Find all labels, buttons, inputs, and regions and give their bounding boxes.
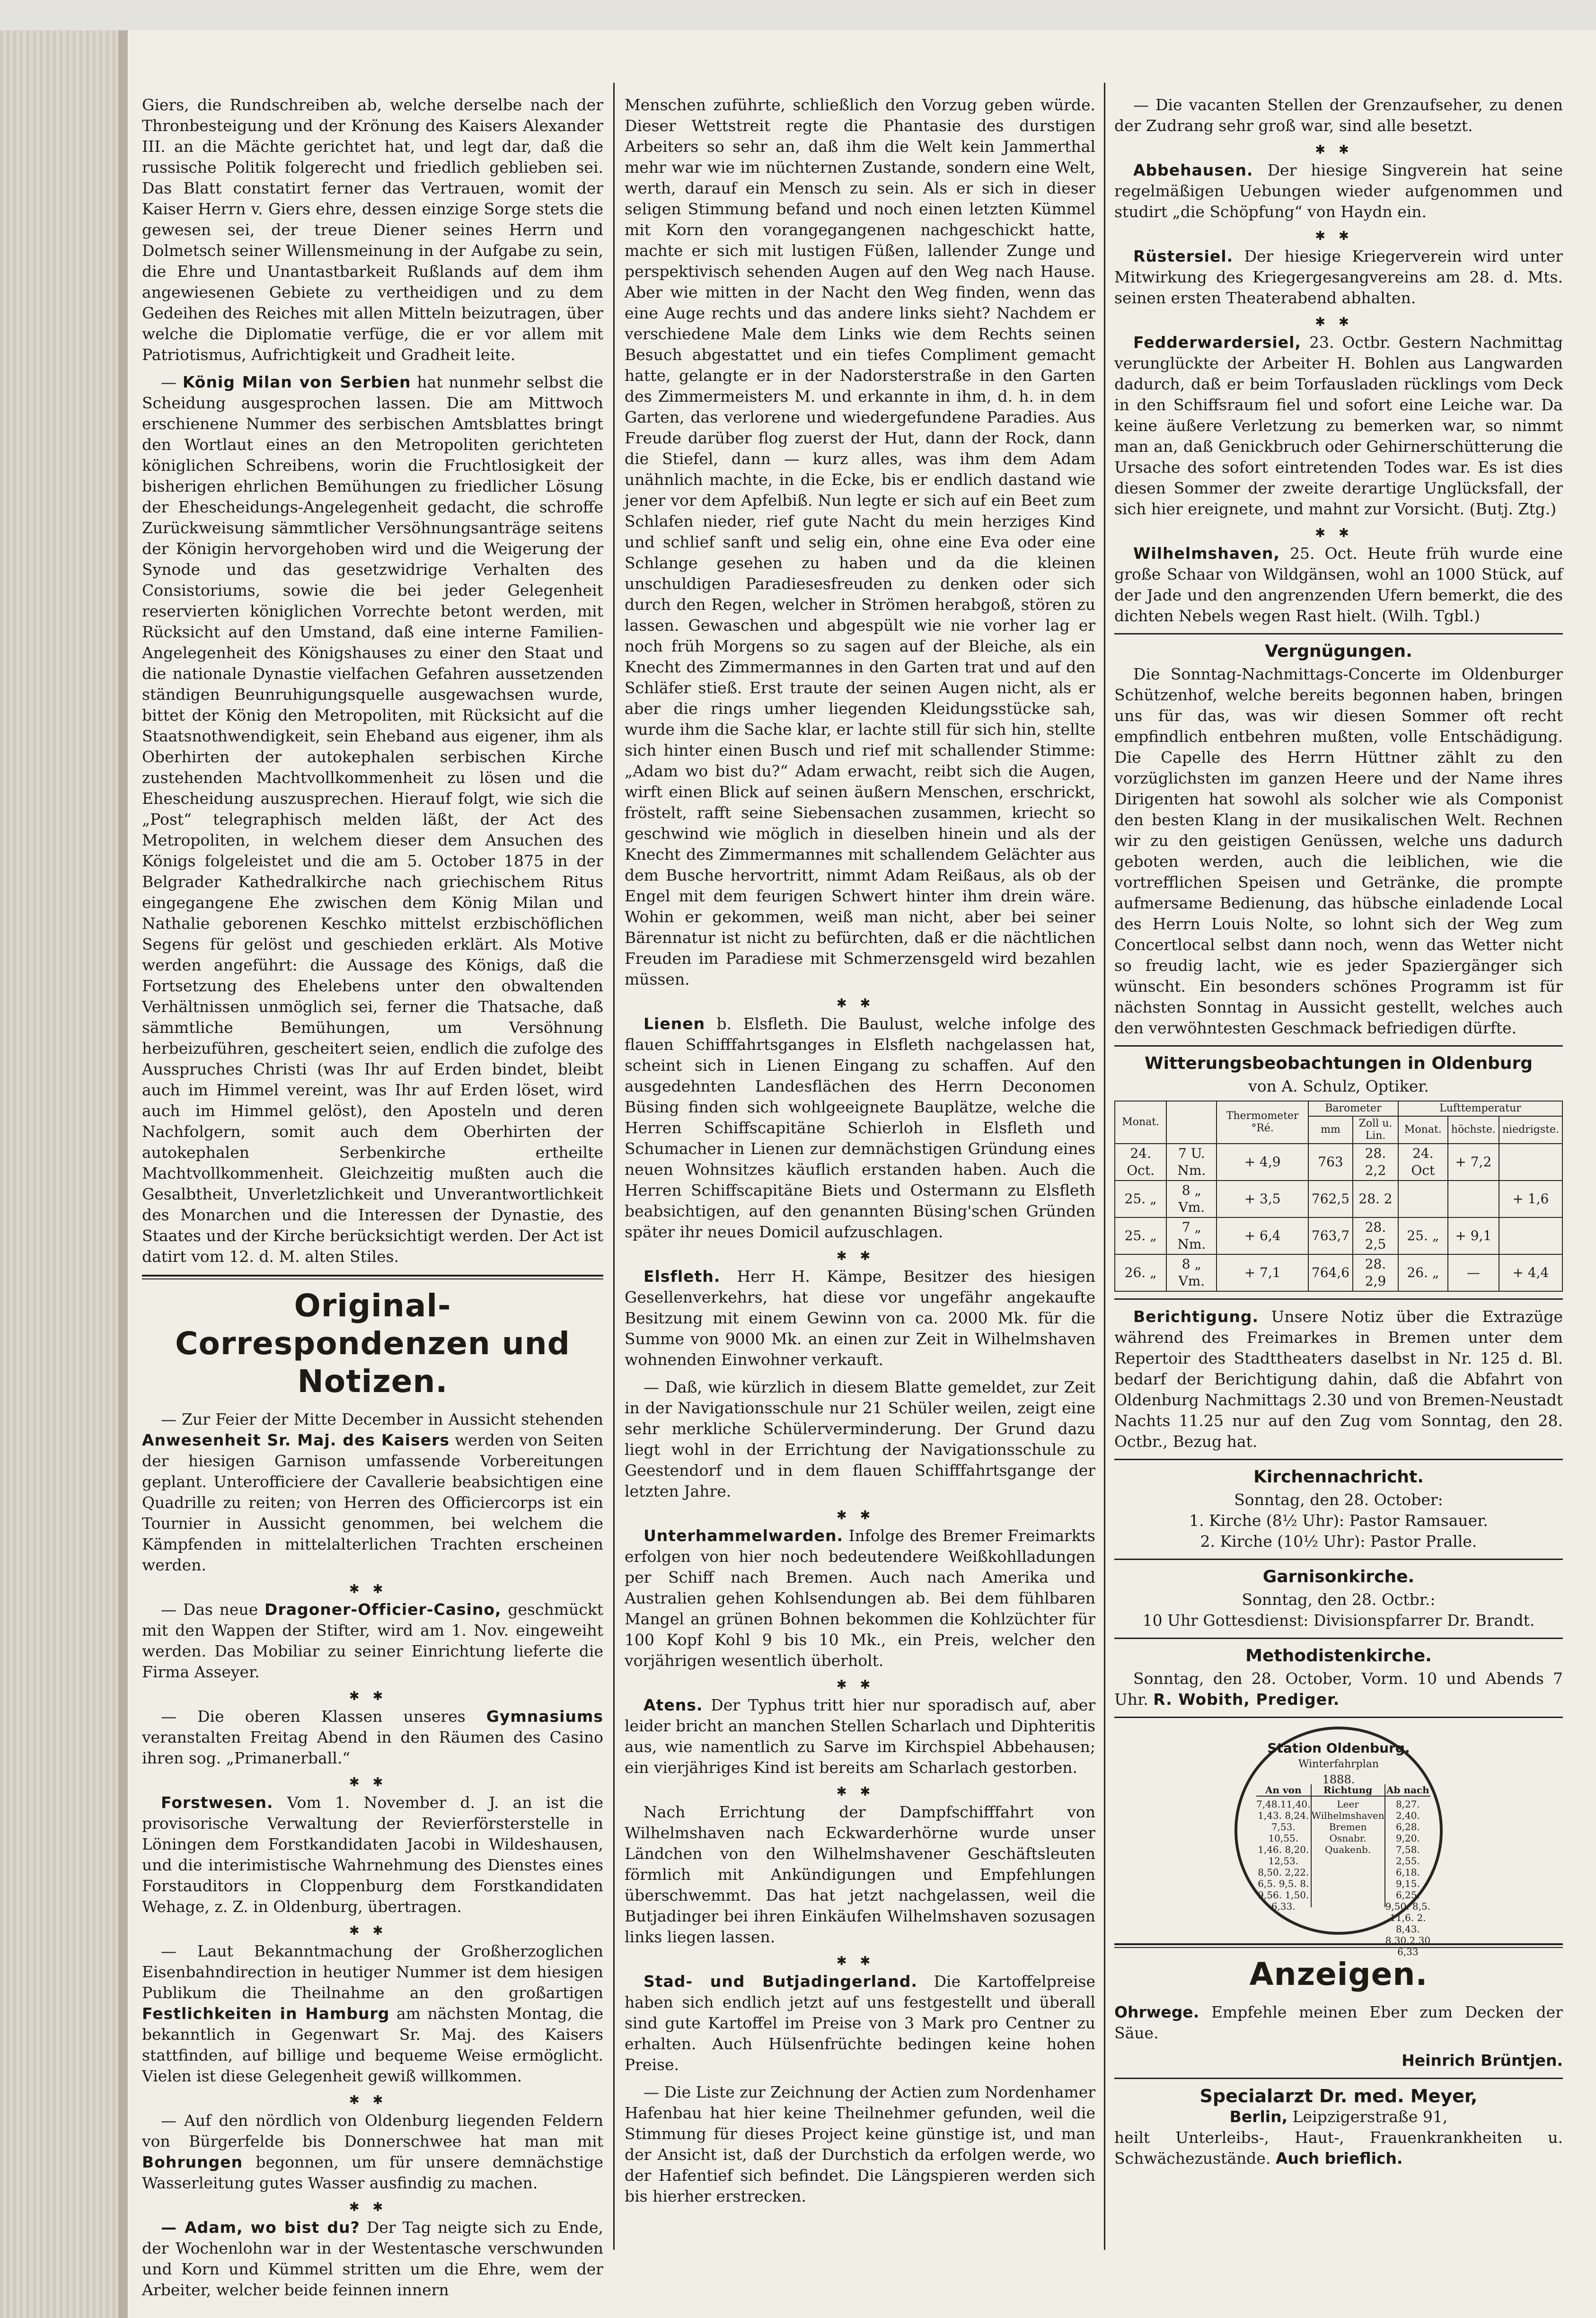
- article-gym-text-b: veranstalten Freitag Abend in den Räumen des Casino ihren sog. „Primanerball.“: [142, 1728, 603, 1767]
- table-cell: + 1,6: [1499, 1181, 1562, 1217]
- article-unterhammelwarden: [625, 1525, 1095, 1671]
- ad-ohrwege-place: Ohrwege.: [1114, 2003, 1199, 2021]
- table-cell: + 9,1: [1448, 1217, 1499, 1254]
- article-abbe-text: Der hiesige Singverein hat seine regelmäßigen Uebungen wieder aufgenommen und studirt „die Schöpfung“ von Haydn ein.: [1114, 161, 1563, 221]
- article-casino-heading: Dragoner-Officier-Casino,: [265, 1600, 502, 1619]
- table-cell: 8 „ Vm.: [1166, 1254, 1217, 1291]
- berichtigung-heading: Berichtigung.: [1133, 1307, 1259, 1326]
- table-row: [1115, 1254, 1562, 1291]
- weather-heading: Witterungsbeobachtungen in Oldenburg: [1144, 1054, 1533, 1073]
- article-atens-text: Der Typhus tritt hier nur sporadisch auf, aber leider bricht an manchen Stellen Scharlach und Diphteritis aus, wie namentlich zu Sarve im Kirchspiel Abbehausen; ein vierjähriges Kind ist bereits am Scharlach gestorben.: [625, 1696, 1095, 1777]
- separator-stars: ✱✱: [349, 2093, 397, 2107]
- garnison-date: Sonntag, den 28. Octbr.:: [1242, 1590, 1436, 1609]
- article-lienen-text: b. Elsfleth. Die Baulust, welche infolge des flauen Schifffahrtsganges in Elsfleth nachgelassen hat, scheint sich in Lienen Eingang zu schaffen. Auf den ausgedehnten Landesflächen des Herrn Deconomen Büsing finden sich wohlgeeignete Bauplätze, welche die Herren Schiffscapitäne Schierloh in Elsfleth und Schumacher in Lienen zur demnächstigen Gründung eines neuen Wohnsitzes käuflich erstanden haben. Auch die Herren Schiffscapitäne Biets und Ostermann zu Elsfleth beabsichtigen, auf den genannten Büsing'schen Gründen später ihr neues Domicil aufzuschlagen.: [625, 1014, 1095, 1241]
- ad-arzt-note: Auch brieflich.: [1275, 2149, 1403, 2168]
- article-bohr-text-b: begonnen, um für unsere demnächstige Wasserleitung gutes Wasser ausfindig zu machen.: [142, 2153, 603, 2192]
- wx-col-min: niedrigste.: [1499, 1116, 1562, 1144]
- column-3: [1114, 95, 1563, 2176]
- article-ruestersiel: [1114, 246, 1563, 308]
- divider: [1114, 1559, 1563, 1560]
- table-cell: [1448, 1181, 1499, 1217]
- ad-ohrwege: [1114, 2002, 1563, 2044]
- station-depart-times: 8,27. 2,40. 6,28. 9,20. 7,58. 2,55. 6,18. 9,15. 6,25. 9,50. 8,5. 11,6. 2. 8,43. 8,30.2,30 6,33: [1385, 1798, 1431, 1957]
- weather-table: [1114, 1101, 1563, 1292]
- divider: [1114, 1298, 1563, 1300]
- station-directions: Leer Wilhelmshaven Bremen Osnabr. Quakenb.: [1311, 1798, 1384, 1855]
- column-1: [142, 95, 603, 2307]
- separator-stars: ✱✱: [836, 1785, 884, 1799]
- column-rule-2: [1104, 83, 1105, 2250]
- article-atens-heading: Atens.: [644, 1696, 703, 1714]
- article-bahn-text-a: — Laut Bekanntmachung der Großherzoglichen Eisenbahndirection in heutiger Nummer ist dem hiesigen Publikum die Theilnahme an den großartigen: [142, 1942, 603, 2002]
- station-clock: [1234, 1727, 1443, 1957]
- table-row: [1115, 1144, 1562, 1181]
- article-stad-text: Die Kartoffelpreise haben sich endlich jetzt auf uns festgestellt und überall sind gute Kartoffel im Preise von 3 Mark pro Centner zu erhalten. Auch Hülsenfrüchte bedingen keine hohen Preise.: [625, 1972, 1095, 2074]
- article-kaiser-heading: Anwesenheit Sr. Maj. des Kaisers: [142, 1431, 450, 1449]
- separator-stars: ✱✱: [349, 2200, 397, 2214]
- station-timetable: [1114, 1727, 1563, 1957]
- separator-stars: ✱✱: [836, 1678, 884, 1692]
- table-cell: 7 U. Nm.: [1166, 1144, 1217, 1181]
- methodisten-time: Sonntag, den 28. October, Vorm. 10 und Abends 7 Uhr.: [1114, 1669, 1563, 1709]
- station-col-depart: [1384, 1784, 1431, 1957]
- article-milan-heading: König Milan von Serbien: [182, 373, 411, 391]
- garnison-text: 10 Uhr Gottesdienst: Divisionspfarrer Dr. Brandt.: [1142, 1611, 1535, 1630]
- station-col-header: Richtung: [1312, 1784, 1384, 1797]
- article-elsfleth-2: — Daß, wie kürzlich in diesem Blatte gemeldet, zur Zeit in der Navigationsschule nur 21 Schüler weilen, zeigt eine sehr merkliche Schülerverminderung. Der Grund dazu liegt wohl in der Errichtung der Navigationsschule zu Geestendorf und in dem flauen Schifffahrtsgange der letzten Jahre.: [625, 1378, 1095, 1500]
- station-subtitle: Winterfahrplan: [1298, 1758, 1379, 1770]
- article-bahn: [142, 1941, 603, 2087]
- column-rule-1: [613, 83, 615, 2250]
- article-stad: [625, 1971, 1095, 2075]
- separator-stars: ✱✱: [1315, 526, 1362, 540]
- article-lienen-heading: Lienen: [644, 1014, 705, 1033]
- divider: [1114, 1717, 1563, 1718]
- divider: [1114, 1459, 1563, 1460]
- article-bohr-heading: Bohrungen: [142, 2153, 243, 2171]
- article-stad-2: — Die Liste zur Zeichnung der Actien zum Nordenhamer Hafenbau hat hier keine Theilnehmer gefunden, weil die Stimmung für dieses Project keine günstige ist, und man der Ansicht ist, daß der Durchstich da erfolgen werde, wo der Hafentief sich befindet. Die Längspieren werden sich bis hierher erstrecken.: [625, 2083, 1095, 2205]
- article-elsfleth: [625, 1266, 1095, 1370]
- article-ruester-heading: Rüstersiel.: [1133, 247, 1234, 265]
- article-atens: [625, 1695, 1095, 1778]
- ads-heading: Anzeigen.: [1249, 1956, 1428, 1992]
- ad-ohrwege-name: Heinrich Brüntjen.: [1402, 2051, 1563, 2070]
- divider: [1114, 1045, 1563, 1047]
- article-forst-text: Vom 1. November d. J. an ist die provisorische Verwaltung der Revierförsterstelle in Löningen dem Forstkandidaten Jacobi in Wildeshausen, und die interimistische Wahrnehmung des Dienstes eines Forstauditors in Cloppenburg dem Forstkandidaten Wehage, z. Z. in Oldenburg, übertragen.: [142, 1793, 603, 1916]
- page-binding: [0, 30, 118, 2318]
- kirchen-date: Sonntag, den 28. October:: [1234, 1490, 1443, 1509]
- section-divider: [142, 1275, 603, 1279]
- separator-stars: ✱✱: [349, 1924, 397, 1938]
- article-abbehausen: [1114, 160, 1563, 222]
- table-cell: —: [1448, 1254, 1499, 1291]
- article-adam-text: Der Tag neigte sich zu Ende, der Wochenlohn war in der Westentasche verschwunden und Korn und Kümmel stritten um die Ehre, wem der Arbeiter, welcher beide feinnen innern: [142, 2218, 604, 2299]
- article-unterh-text: Infolge des Bremer Freimarkts erfolgen von hier noch bedeutendere Weißkohlladungen per Schiff nach Bremen. Auch nach Amerika und Australien gehen Kohlsendungen ab. Bei dem fühlbaren Mangel an grünen Bohnen bekommen die Kohlzüchter für 100 Kopf Kohl 9 bis 10 Mk., ein Preis, welcher den vorjährigen wesentlich überholt.: [625, 1526, 1095, 1670]
- article-gym-text-a: — Die oberen Klassen unseres: [161, 1707, 466, 1726]
- separator-stars: ✱✱: [836, 1508, 884, 1523]
- article-fedder-source: (Butj. Ztg.): [1469, 500, 1557, 518]
- ad-arzt-services: heilt Unterleibs-, Haut-, Frauenkrankheiten u. Schwächezustände.: [1114, 2128, 1563, 2168]
- article-fedderwardersiel: [1114, 332, 1563, 520]
- article-atens-2: Nach Errichtung der Dampfschifffahrt von Wilhelmshaven nach Eckwarderhörne wurde unser Ländchen von den Wilhelmshavener Geschäftsleuten förmlich mit Ankündigungen und Empfehlungen überschwemmt. Das hat jetzt nachgelassen, weil die Butjadinger bei ihren Einkäufen Wilhelmshaven sozusagen links liegen lassen.: [625, 1803, 1095, 1946]
- ad-arzt-city: Berlin,: [1229, 2107, 1288, 2126]
- table-cell: 763: [1308, 1144, 1353, 1181]
- berichtigung-text: Unsere Notiz über die Extrazüge während des Freimarkes in Bremen unter dem Repertoir des Stadttheaters daselbst in Nr. 125 d. Bl. bedarf der Berichtigung dahin, daß die Abfahrt von Oldenburg Nachmittags 2.30 und von Bremen-Neustadt Nachts 11.25 nur auf den Zug vom Sonntag, den 28. Octbr., Bezug hat.: [1114, 1307, 1563, 1451]
- article-fedder-heading: Fedderwardersiel,: [1133, 333, 1301, 352]
- station-col-header: An von: [1256, 1784, 1311, 1797]
- table-row: [1115, 1181, 1562, 1217]
- table-cell: + 4,4: [1499, 1254, 1562, 1291]
- station-arrive-times: 7,48.11,40. 1,43. 8,24. 7,53. 10,55. 1,46. 8,20. 12,53. 8,50. 2,22. 6,5. 9,5. 8. 9,56. 1,50. 6,33.: [1256, 1798, 1311, 1912]
- table-cell: 764,6: [1308, 1254, 1353, 1291]
- section-title: Original-Correspondenzen und Notizen.: [175, 1287, 570, 1400]
- ad-arzt-name: Specialarzt Dr. med. Meyer,: [1199, 2086, 1478, 2106]
- separator-stars: ✱✱: [1315, 315, 1362, 329]
- table-cell: 28. 2,2: [1353, 1144, 1398, 1181]
- ad-arzt-street: Leipzigerstraße 91,: [1292, 2107, 1448, 2126]
- article-unterh-heading: Unterhammelwarden.: [644, 1526, 844, 1545]
- table-cell: + 6,4: [1217, 1217, 1308, 1254]
- wx-col-max: höchste.: [1448, 1116, 1499, 1144]
- article-casino: [142, 1599, 603, 1683]
- wx-col-thermo: Thermometer °Ré.: [1217, 1101, 1308, 1144]
- article-wilhelmshaven: [1114, 543, 1563, 626]
- wx-col-month: Monat.: [1115, 1101, 1166, 1144]
- article-ruester-text: Der hiesige Kriegerverein wird unter Mitwirkung des Kriegergesangvereins am 28. d. Mts. seinen ersten Theaterabend abhalten.: [1114, 247, 1563, 307]
- berichtigung: [1114, 1306, 1563, 1452]
- article-casino-text-a: — Das neue: [161, 1600, 258, 1619]
- kirchen-line-1: 1. Kirche (8½ Uhr): Pastor Ramsauer.: [1189, 1511, 1488, 1530]
- article-forst-heading: Forstwesen.: [161, 1793, 273, 1812]
- wx-group-luft: Lufttemperatur: [1398, 1101, 1562, 1116]
- table-cell: [1499, 1144, 1562, 1181]
- table-cell: + 7,2: [1448, 1144, 1499, 1181]
- wx-col-month-2: Monat.: [1398, 1116, 1448, 1144]
- separator-stars: ✱✱: [349, 1689, 397, 1703]
- separator-stars: ✱✱: [1315, 229, 1362, 243]
- table-cell: 26. „: [1398, 1254, 1448, 1291]
- station-col-direction: [1311, 1784, 1384, 1907]
- station-table: [1256, 1784, 1431, 1957]
- separator-stars: ✱✱: [349, 1582, 397, 1596]
- separator-stars: ✱✱: [836, 1249, 884, 1263]
- separator-stars: ✱✱: [836, 1954, 884, 1968]
- article-kaiser: [142, 1409, 603, 1576]
- wx-col-mm: mm: [1308, 1116, 1353, 1144]
- weather-subheading: von A. Schulz, Optiker.: [1248, 1077, 1429, 1095]
- article-grenz: — Die vacanten Stellen der Grenzaufseher, zu denen der Zudrang sehr groß war, sind alle besetzt.: [1114, 96, 1563, 135]
- article-bohr-text-a: — Auf den nördlich von Oldenburg liegenden Feldern von Bürgerfelde bis Donnerschwee hat man mit: [142, 2111, 603, 2151]
- column-2: [625, 95, 1095, 2213]
- table-cell: 24. Oct: [1398, 1144, 1448, 1181]
- table-cell: + 3,5: [1217, 1181, 1308, 1217]
- table-cell: + 4,9: [1217, 1144, 1308, 1181]
- table-cell: 763,7: [1308, 1217, 1353, 1254]
- table-cell: 25. „: [1115, 1217, 1166, 1254]
- article-bahn-text-b: am nächsten Montag, die bekanntlich in Gegenwart Sr. Maj. des Kaisers stattfinden, auf billige und bequeme Weise ermöglicht. Vielen ist diese Gelegenheit gewiß willkommen.: [142, 2004, 603, 2085]
- table-cell: 28. 2,5: [1353, 1217, 1398, 1254]
- article-casino-text-b: geschmückt mit den Wappen der Stifter, wird am 1. Nov. eingeweiht werden. Das Mobiliar zu seiner Einrichtung lieferte die Firma Asseyer.: [142, 1600, 603, 1681]
- article-milan-text: hat nunmehr selbst die Scheidung ausgesprochen lassen. Die am Mittwoch erschienene Nummer des serbischen Amtsblattes bringt den Wortlaut eines an den Metropoliten gerichteten königlichen Schreibens, worin die Fruchtlosigkeit der bisherigen ehrlichen Bemühungen zu friedlicher Lösung der Ehescheidungs-Angelegenheit gedacht, die schroffe Zurückweisung sämmtlicher Versöhnungsanträge seitens der Königin hervorgehoben wird und die Weigerung der Synode und das gesetzwidrige Verhalten des Consistoriums, sowie die bei jeder Gelegenheit reservierten königlichen Vorrechte betont werden, mit Rücksicht auf den Umstand, daß eine interne Familien-Angelegenheit des Königshauses zu einer den Staat und die nationale Dynastie vielfachen Gefahren aussetzenden ständigen Beunruhigungsquelle ausgewachsen wurde, bittet der König den Metropoliten, mit Rücksicht auf die Staatsnothwendigkeit, sein Eheband aus eigener, ihm als Oberhirten der autokephalen serbischen Kirche zustehenden Machtvollkommenheit zu lösen und die Ehescheidung auszusprechen. Hierauf folgt, wie sich die „Post“ telegraphisch melden läßt, der Act des Metropoliten, in welchem dieser dem Ansuchen des Königs folgeleistet und die am 5. October 1875 in der Belgrader Kathedralkirche nach griechischem Ritus eingegangene Ehe zwischen dem König Milan und Nathalie geborenen Keschko mittelst erzbischöflichen Segens für gelöst und geschieden erklärt. Als Motive werden angeführt: die Aussage des Königs, daß die Fortsetzung des Ehelebens unter den obwaltenden Verhältnissen unmöglich sei, ferner die Thatsache, daß sämmtliche Bemühungen, um Versöhnung herbeizuführen, gescheitert seien, endlich die zufolge des Ausspruches Christi (was Ihr auf Erden bindet, bleibt auch im Himmel vereint, was Ihr auf Erden löset, wird auch im Himmel gelöst), den Aposteln und deren Nachfolgern, somit auch dem Oberhirten der autokephalen Serbenkirche ertheilte Machtvollkommenheit. Gleichzeitig mußten auch die Gesalbtheit, Unverletzlichkeit und Unverantwortlichkeit des Monarchen und die Interessen der Dynastie, des Staates und der Kirche berücksichtigt werden. Der Act ist datirt vom 12. d. M. alten Stiles.: [142, 373, 603, 1266]
- divider: [1114, 2078, 1563, 2079]
- article-gymnasium: [142, 1706, 603, 1769]
- divider: [1114, 633, 1563, 635]
- station-col-arrive: [1256, 1784, 1311, 1912]
- article-wilh-text: 25. Oct. Heute früh wurde eine große Schaar von Wildgänsen, wohl an 1000 Stück, auf der Jade und den angrenzenden Ufern bemerkt, die des dichten Nebels wegen Rast hielt.: [1114, 544, 1563, 625]
- ads-divider: [1114, 1943, 1563, 1948]
- article-lienen: [625, 1014, 1095, 1243]
- kirchen-heading: Kirchennachricht.: [1253, 1467, 1424, 1487]
- table-cell: 28. 2,9: [1353, 1254, 1398, 1291]
- ad-arzt-text: [1114, 2127, 1563, 2169]
- station-col-header: Ab nach: [1385, 1784, 1430, 1797]
- vergnuegungen-heading: Vergnügungen.: [1265, 642, 1412, 661]
- article-elsfleth-text: Herr H. Kämpe, Besitzer des hiesigen Gesellenverkehrs, hat diese vor ungefähr angekaufte Besitzung mit einem Gewinn von ca. 2000 Mk. für die Summe von 9000 Mk. an einen zur Zeit in Wilhelmshaven wohnenden Einwohner verkauft.: [625, 1267, 1095, 1369]
- table-cell: [1398, 1181, 1448, 1217]
- article-bahn-heading: Festlichkeiten in Hamburg: [142, 2004, 390, 2023]
- article-gym-heading: Gymnasiums: [486, 1707, 603, 1726]
- table-cell: 7 „ Nm.: [1166, 1217, 1217, 1254]
- wx-col-zoll: Zoll u. Lin.: [1353, 1116, 1398, 1144]
- table-cell: 25. „: [1398, 1217, 1448, 1254]
- article-adam: [142, 2217, 603, 2300]
- article-forst: [142, 1792, 603, 1917]
- garnison-heading: Garnisonkirche.: [1262, 1567, 1415, 1586]
- table-cell: 762,5: [1308, 1181, 1353, 1217]
- article-giers: Giers, die Rundschreiben ab, welche derselbe nach der Thronbesteigung und der Krönung des Kaisers Alexander III. an die Mächte gerichtet hat, und legt dar, daß die russische Politik folgerecht und friedlich geblieben sei. Das Blatt constatirt ferner das Vertrauen, womit der Kaiser Herrn v. Giers ehre, dessen einzige Sorge stets die gewesen sei, der treue Diener seines Herrn und Dolmetsch seiner Willensmeinung in der Aufgabe zu sein, die Ehre und Unantastbarkeit Rußlands auf dem ihm angewiesenen Gebiete zu vertheidigen und zu dem Gedeihen des Reiches mit allen Mitteln beizutragen, über welche die Diplomatie verfüge, die er vor allem mit Patriotismus, Aufrichtigkeit und Gradheit leite.: [142, 96, 603, 364]
- table-cell: 8 „ Vm.: [1166, 1181, 1217, 1217]
- methodisten-text: [1114, 1668, 1563, 1710]
- divider: [1114, 1638, 1563, 1639]
- ad-arzt-address: [1114, 2106, 1563, 2127]
- table-cell: 25. „: [1115, 1181, 1166, 1217]
- table-cell: [1499, 1217, 1562, 1254]
- article-milan: — König Milan von Serbien hat nunmehr selbst die Scheidung ausgesprochen lassen. Die am Mittwoch erschienene Nummer des serbischen Amtsblattes bringt den Wortlaut eines an den Metropoliten gerichteten königlichen Schreibens, worin die Fruchtlosigkeit der bisherigen ehrlichen Bemühungen zu friedlicher Lösung der Ehescheidungs-Angelegenheit gedacht, die schroffe Zurückweisung sämmtlicher Versöhnungsanträge seitens der Königin hervorgehoben wird und die Weigerung der Synode und das gesetzwidrige Verhalten des Consistoriums, sowie die bei jeder Gelegenheit reservierten königlichen Vorrechte betont werden, mit Rücksicht auf den Umstand, daß eine interne Familien-Angelegenheit des Königshauses zu einer den Staat und die nationale Dynastie vielfachen Gefahren aussetzenden ständigen Beunruhigungsquelle ausgewachsen wurde, bittet der König den Metropoliten, mit Rücksicht auf die Staatsnothwendigkeit, sein Eheband aus eigener, ihm als Oberhirten der autokephalen serbischen Kirche zustehenden Machtvollkommenheit zu lösen und die Ehescheidung auszusprechen. Hierauf folgt, wie sich die „Post“ telegraphisch melden läßt, der Act des Metropoliten, in welchem dieser dem Ansuchen des Königs folgeleistet und die am 5. October 1875 in der Belgrader Kathedralkirche nach griechischem Ritus eingegangene Ehe zwischen dem König Milan und Nathalie geborenen Keschko mittelst erzbischöflichen Segens für gelöst und geschieden erklärt. Als Motive werden angeführt: die Aussage des Königs, daß die Fortsetzung des Ehelebens unter den obwaltenden Verhältnissen unmöglich sei, ferner die Thatsache, daß sämmtliche Bemühungen, um Versöhnung herbeizuführen, gescheitert seien, endlich die zufolge des Ausspruches Christi (was Ihr auf Erden bindet, bleibt auch im Himmel vereint, was Ihr auf Erden löset, wird auch im Himmel gelöst), den Aposteln und deren Nachfolgern, somit auch dem Oberhirten der autokephalen Serbenkirche ertheilte Machtvollkommenheit. Gleichzeitig mußten auch die Gesalbtheit, Unverletzlichkeit und Unverantwortlichkeit des Monarchen und die Interessen der Dynastie, des Staates und der Kirche berücksichtigt werden. Der Act ist datirt vom 12. d. M. alten Stiles.: [142, 373, 603, 1266]
- separator-stars: ✱✱: [349, 1775, 397, 1789]
- article-fedder-text: 23. Octbr. Gestern Nachmittag verunglückte der Arbeiter H. Bohlen aus Langwarden dadurch, daß er beim Torfausladen rücklings vom Deck in den Schiffsraum fiel und sofort eine Leiche war. Da keine äußere Verletzung zu bemerken war, so nimmt man an, daß Genickbruch oder Gehirnerschütterung die Ursache des sofort eintretenden Todes war. Es ist dies diesen Sommer der zweite derartige Unglücksfall, der sich hier ereignete, und mahnt zur Vorsicht.: [1114, 333, 1563, 518]
- binding-edge: [118, 30, 128, 2318]
- kirchen-line-2: 2. Kirche (10½ Uhr): Pastor Pralle.: [1200, 1532, 1477, 1551]
- table-cell: 26. „: [1115, 1254, 1166, 1291]
- wx-col-time: [1166, 1101, 1217, 1144]
- separator-stars: ✱✱: [1315, 143, 1362, 157]
- article-bohrungen: [142, 2110, 603, 2194]
- table-row: [1115, 1217, 1562, 1254]
- article-kaiser-text-b: werden von Seiten der hiesigen Garnison umfassende Vorbereitungen geplant. Unterofficiere der Cavallerie beabsichtigen eine Quadrille zu reiten; von Herren des Officiercorps ist ein Tournier in Aussicht genommen, bei welchem die Kämpfenden in mittelalterlichen Trachten erscheinen werden.: [142, 1431, 603, 1574]
- article-adam-continued: Menschen zuführte, schließlich den Vorzug geben würde. Dieser Wettstreit regte die Phantasie des durstigen Arbeiters so sehr an, daß ihm die Welt kein Jammerthal mehr war wie im nüchternen Zustande, sondern eine Welt, werth, darauf ein Mensch zu sein. Als er sich in dieser seligen Stimmung befand und noch einen letzten Kümmel mit Korn den vorangegangenen nachgeschickt hatte, machte er sich mit lustigen Füßen, lallender Zunge und perspektivisch sehenden Augen auf den Weg nach Hause. Aber wie mitten in der Nacht den Weg finden, wenn das eine Auge rechts und das andere links sieht? Nachdem er verschiedene Male dem Links wie dem Rechts seinen Besuch abgestattet und ein tiefes Compliment gemacht hatte, gelangte er in der Nadorsterstraße in den Garten des Zimmermeisters M. und erkannte in ihm, d. h. in dem Garten, das verlorene und wiedergefundene Paradies. Aus Freude darüber flog zuerst der Hut, dann der Rock, dann die Stiefel, dann — kurz alles, was ihm dem Adam unähnlich machte, in die Ecke, bis er endlich dastand wie jener vor dem Apfelbiß. Nun legte er sich auf ein Beet zum Schlafen nieder, rief gute Nacht du mein herziges Kind und schlief sanft und selig ein, ohne eine Eva oder eine Schlange gesehen zu haben und da die kleinen unschuldigen Paradiesesfreuden zu denken oder sich durch den Regen, welcher in Strömen herabgoß, stören zu lassen. Gewaschen und abgespült wie nie vorher lag er noch früh Morgens so zu sagen auf der Bleiche, als ein Knecht des Zimmermannes in den Garten trat und auf den Schläfer stieß. Erst traute der seinen Augen nicht, als er aber die rings umher liegenden Kleidungsstücke sah, wurde ihm die Sache klar, er lachte still für sich hin, stellte sich hinter einen Busch und rief mit schallender Stimme: „Adam wo bist du?“ Adam erwacht, reibt sich die Augen, wirft einen Blick auf seinen äußern Menschen, erschrickt, fröstelt, rafft seine Siebensachen zusammen, kriecht so geschwind wie möglich in dieselben hinein und als der Knecht des Zimmermannes mit schallendem Gelächter aus dem Busche hervortritt, nimmt Adam Reißaus, als ob der Engel mit dem feurigen Schwert hinter ihm drein wäre. Wohin er gekommen, weiß man nicht, aber bei seiner Bärennatur ist nicht zu befürchten, daß er die nächtlichen Freuden im Paradiese mit Schmerzensgeld wird bezahlen müssen.: [625, 96, 1095, 988]
- article-wilh-source: (Wilh. Tgbl.): [1382, 607, 1480, 625]
- wx-group-barometer: Barometer: [1308, 1101, 1398, 1116]
- station-title: Station Oldenburg.: [1267, 1740, 1410, 1756]
- methodisten-heading: Methodistenkirche.: [1245, 1646, 1432, 1666]
- vergnuegungen-text: Die Sonntag-Nachmittags-Concerte im Oldenburger Schützenhof, welche bereits begonnen haben, bringen uns für das, was wir diesen Sommer oft recht empfindlich entbehren mußten, volle Entschädigung. Die Capelle des Herrn Hüttner zählt zu den vorzüglichsten im ganzen Heere und der Name ihres Dirigenten hat sowohl als solcher wie als Componist den besten Klang in der musikalischen Welt. Rechnen wir zu den geistigen Genüssen, welche uns dadurch geboten werden, auch die leiblichen, wie die vortrefflichen Speisen und Getränke, die prompte aufmersame Bedienung, das hübsche einladende Local des Herrn Louis Nolte, so lohnt sich der Weg zum Concertlocal selbst dann noch, wenn das Wetter nicht so freudig lacht, wie es jeder Spaziergänger sich wünscht. Ein besonders schönes Programm ist für nächsten Sonntag in Aussicht gestellt, welches auch den verwöhntesten Geschmack befriedigen dürfte.: [1114, 665, 1563, 1037]
- article-stad-heading: Stad- und Butjadingerland.: [644, 1972, 917, 1991]
- article-kaiser-text-a: — Zur Feier der Mitte December in Aussicht stehenden: [161, 1410, 603, 1428]
- table-cell: + 7,1: [1217, 1254, 1308, 1291]
- article-elsfleth-heading: Elsfleth.: [644, 1267, 721, 1286]
- methodisten-preacher: R. Wobith, Prediger.: [1153, 1690, 1340, 1709]
- table-cell: 24. Oct.: [1115, 1144, 1166, 1181]
- article-abbe-heading: Abbehausen.: [1133, 161, 1253, 179]
- ad-ohrwege-text: Empfehle meinen Eber zum Decken der Säue.: [1114, 2003, 1563, 2042]
- station-year: 1888.: [1322, 1773, 1355, 1786]
- separator-stars: ✱✱: [836, 996, 884, 1011]
- article-adam-heading: — Adam, wo bist du?: [161, 2218, 360, 2237]
- article-wilh-heading: Wilhelmshaven,: [1133, 544, 1280, 563]
- table-cell: 28. 2: [1353, 1181, 1398, 1217]
